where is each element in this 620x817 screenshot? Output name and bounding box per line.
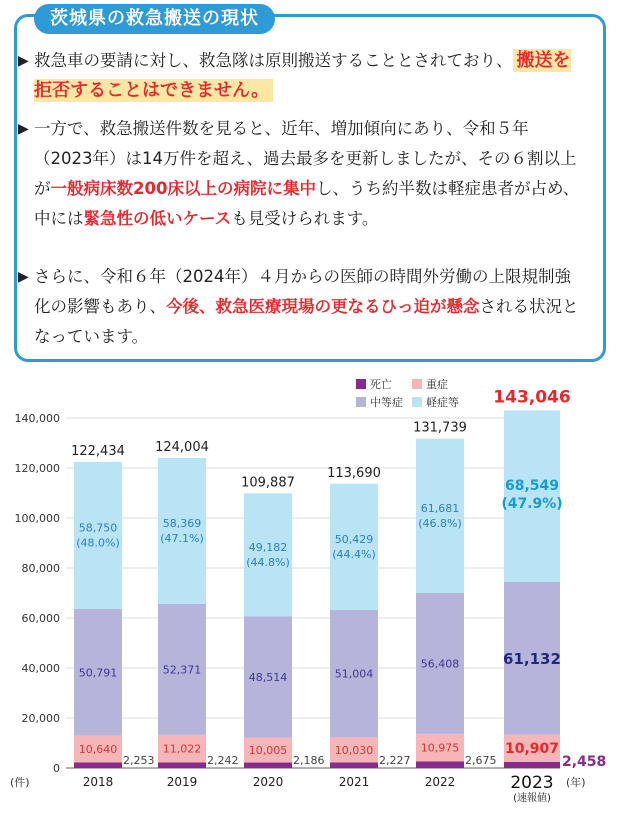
mild-value-label: 61,681 — [420, 501, 460, 515]
bar-segment-mild — [416, 439, 464, 593]
bar-segment-mild — [330, 484, 378, 610]
bar-segment-death — [330, 762, 378, 768]
total-value-label: 131,739 — [413, 420, 467, 436]
moderate-value-label: 51,004 — [334, 667, 374, 681]
moderate-value-label: 56,408 — [420, 657, 460, 671]
x-tick-label: 2023 — [510, 773, 554, 793]
death-value-label: 2,186 — [293, 754, 325, 767]
severe-value-label: 10,975 — [420, 741, 460, 755]
x-tick-label: 2020 — [252, 775, 284, 789]
legend-swatch-death — [356, 379, 366, 389]
triangle-bullet-icon: ▶ — [18, 269, 29, 285]
y-tick-label: 20,000 — [21, 712, 60, 725]
y-tick-label: 60,000 — [21, 612, 60, 625]
moderate-value-label: 50,791 — [78, 666, 118, 680]
triangle-bullet-icon: ▶ — [18, 121, 29, 137]
y-tick-label: 140,000 — [14, 412, 60, 425]
preliminary-note: (速報値) — [513, 793, 551, 804]
legend-swatch-severe — [412, 379, 422, 389]
stacked-bar-chart — [0, 370, 620, 817]
death-value-label: 2,253 — [123, 754, 155, 767]
bar-segment-mild — [74, 462, 122, 609]
mild-percent-label: (47.1%) — [160, 531, 204, 545]
bar-segment-death — [74, 762, 122, 768]
severe-value-label: 10,005 — [248, 744, 288, 758]
x-tick-label: 2019 — [166, 775, 198, 789]
highlight-refusal: 搬送を拒否することはできません。 — [34, 50, 571, 101]
x-tick-label: 2022 — [424, 775, 456, 789]
moderate-value-label: 48,514 — [248, 670, 288, 684]
severe-value-label: 10,907 — [504, 741, 560, 758]
bar-segment-mild — [244, 493, 292, 616]
y-tick-label: 100,000 — [14, 512, 60, 525]
y-tick-label: 40,000 — [21, 662, 60, 675]
severe-value-label: 10,640 — [78, 743, 118, 757]
legend-label: 軽症等 — [426, 396, 459, 409]
x-tick-label: 2018 — [82, 775, 114, 789]
mild-value-label: 58,369 — [162, 516, 202, 530]
death-value-label: 2,242 — [207, 754, 239, 767]
paragraph-3: ▶ さらに、令和６年（2024年）４月からの医師の時間外労働の上限規制強化の影響もあり、今後、救急医療現場の更なるひっ迫が懸念される状況となっています。 — [34, 262, 584, 352]
y-tick-label: 120,000 — [14, 462, 60, 475]
mild-percent-label: (44.8%) — [246, 555, 290, 569]
death-value-label: 2,675 — [465, 754, 497, 767]
total-value-label: 124,004 — [155, 439, 209, 455]
paragraph-2: ▶ 一方で、救急搬送件数を見ると、近年、増加傾向にあり、令和５年（2023年）は14万件を超え、過去最多を更新しましたが、その６割以上が一般病床数200床以上の病院に集中し、うち約半数は軽症患者が占め、中には緊急性の低いケースも見受けられます。 — [34, 114, 584, 234]
total-value-label: 143,046 — [493, 387, 571, 408]
mild-percent-label: (44.4%) — [332, 547, 376, 561]
y-tick-label: 80,000 — [21, 562, 60, 575]
legend-label: 死亡 — [370, 378, 392, 391]
emphasis-pressure: 今後、救急医療現場の更なるひっ迫が懸念 — [166, 297, 480, 316]
x-tick-label: 2021 — [338, 775, 370, 789]
year-label: (年) — [566, 776, 586, 789]
legend-swatch-moderate — [356, 397, 366, 407]
mild-value-label: 58,750 — [78, 521, 118, 535]
legend-swatch-mild — [412, 397, 422, 407]
bar-segment-death — [158, 762, 206, 768]
bar-segment-death — [504, 762, 560, 768]
emphasis-hospital: 一般病床数200床以上の病院に集中 — [50, 179, 316, 198]
legend-label: 中等症 — [370, 396, 403, 409]
severe-value-label: 11,022 — [162, 742, 202, 756]
mild-value-label: 49,182 — [248, 540, 288, 554]
emphasis-low-urgency: 緊急性の低いケース — [83, 209, 232, 228]
mild-percent-label: (46.8%) — [418, 516, 462, 530]
box-title: 茨城県の救急搬送の現状 — [34, 4, 275, 34]
mild-percent-label: (47.9%) — [501, 496, 563, 513]
bar-segment-death — [416, 761, 464, 768]
y-tick-label: 0 — [53, 762, 60, 775]
bar-segment-death — [244, 763, 292, 768]
moderate-value-label: 52,371 — [162, 663, 202, 677]
severe-value-label: 10,030 — [334, 743, 374, 757]
total-value-label: 109,887 — [241, 475, 295, 491]
paragraph-1: ▶ 救急車の要請に対し、救急隊は原則搬送することとされており、 搬送を拒否することはできません。 — [34, 46, 584, 106]
moderate-value-label: 61,132 — [503, 650, 561, 669]
mild-value-label: 68,549 — [504, 478, 560, 495]
legend-label: 重症 — [426, 378, 448, 391]
death-value-label: 2,458 — [562, 754, 607, 770]
total-value-label: 122,434 — [71, 443, 125, 459]
total-value-label: 113,690 — [327, 465, 381, 481]
death-value-label: 2,227 — [379, 754, 411, 767]
mild-value-label: 50,429 — [334, 532, 374, 546]
triangle-bullet-icon: ▶ — [18, 53, 29, 69]
unit-label: (件) — [10, 776, 30, 789]
bar-segment-mild — [158, 458, 206, 604]
mild-percent-label: (48.0%) — [76, 536, 120, 550]
